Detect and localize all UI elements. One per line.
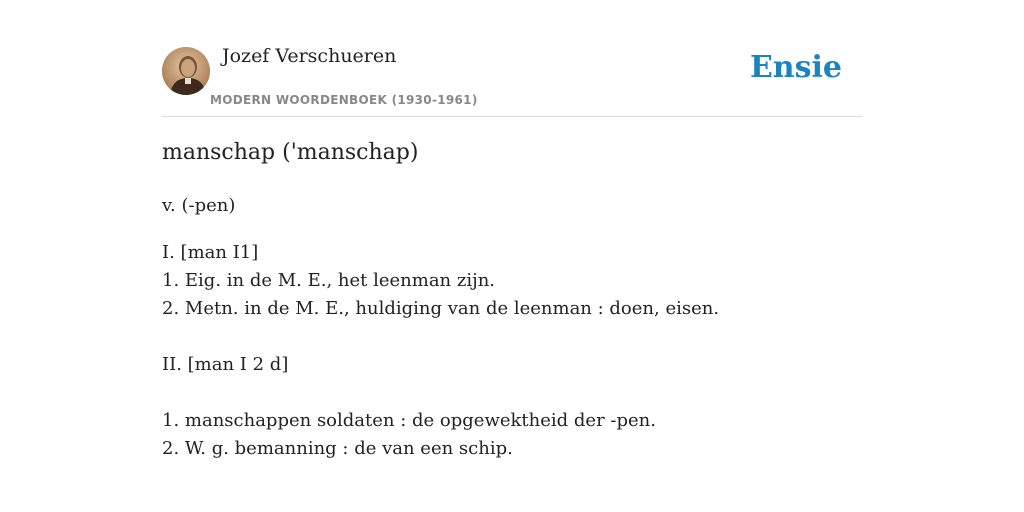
source-label[interactable]: MODERN WOORDENBOEK (1930-1961) [210,93,478,107]
section-title: I. [man I1] [162,242,259,263]
section-title: II. [man I 2 d] [162,354,289,375]
definition-item: 1. Eig. in de M. E., het leenman zijn. [162,270,496,291]
entry-headword: manschap ('manschap) [162,140,419,165]
definition-item: 2. W. g. bemanning : de van een schip. [162,438,513,459]
author-name[interactable]: Jozef Verschueren [222,45,397,67]
entry-card [162,0,862,512]
author-avatar[interactable] [162,47,210,95]
entry-grammar: v. (-pen) [162,195,236,216]
entry-header [162,0,862,117]
ensie-logo[interactable]: Ensie [749,50,842,85]
definition-item: 1. manschappen soldaten : de opgewektheid der -pen. [162,410,656,431]
definition-item: 2. Metn. in de M. E., huldiging van de leenman : doen, eisen. [162,298,720,319]
entry-body [162,192,862,463]
author-portrait-icon [162,47,210,95]
